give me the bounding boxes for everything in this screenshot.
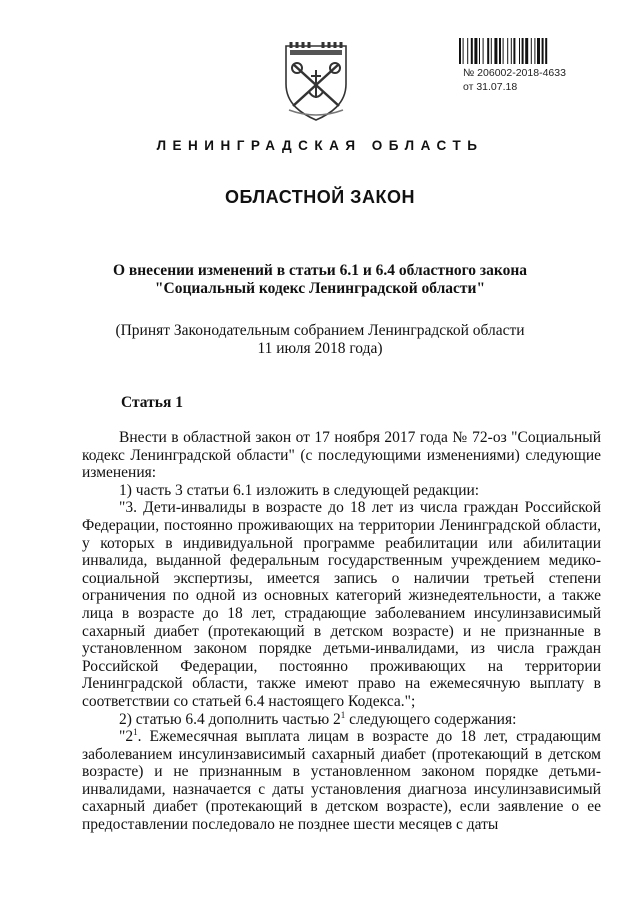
intro-paragraph: Внести в областной закон от 17 ноября 2017 года № 72-оз "Социальный кодекс Ленинградской области" (с последующими изменениями) следующие изменения: [82, 429, 601, 482]
item-1-paragraph: 1) часть 3 статьи 6.1 изложить в следующей редакции: [119, 481, 480, 499]
quote-2-superscript: 1 [133, 726, 138, 737]
law-title [0, 262, 640, 298]
region-heading: ЛЕНИНГРАДСКАЯ ОБЛАСТЬ [156, 138, 484, 153]
document-type: ОБЛАСТНОЙ ЗАКОН [225, 187, 415, 207]
quote-2-paragraph [82, 728, 601, 834]
adoption-note-line-2: 11 июля 2018 года) [257, 340, 383, 357]
item-2-paragraph [82, 711, 601, 729]
item-2-text: 2) статью 6.4 дополнить частью 2 [119, 710, 341, 728]
registration-date: от 31.07.18 [463, 81, 518, 93]
article-body [82, 429, 601, 834]
article-heading: Статья 1 [121, 394, 183, 411]
quote-2-text: "2 [119, 728, 134, 746]
law-title-line-1: О внесении изменений в статьи 6.1 и 6.4 областного закона [112, 262, 528, 279]
quote-1-paragraph: "3. Дети-инвалиды в возрасте до 18 лет из числа граждан Российской Федерации, постоянно проживающих на территории Ленинградской области, у которых в индивидуальной программе реабилитации или абилитации инвалида, выданной федеральным государственным учреждением медико-социальной экспертизы, имеется запись о наличии третьей степени ограничения по одной из основных категорий жизнедеятельности, а также лица в возрасте до 18 лет, страдающие заболеванием инсулинзависимый сахарный диабет (протекающий в детском возрасте) и не признанные в установленном законом порядке детьми-инвалидами, из числа граждан Российской Федерации, постоянно проживающих на территории Ленинградской области, также имеют право на ежемесячную выплату в соответствии со статьей 6.4 настоящего Кодекса."; [82, 499, 601, 710]
law-title-line-2: "Социальный кодекс Ленинградской области" [154, 280, 486, 297]
adoption-note-line-1: (Принят Законодательным собранием Ленинградской области [115, 322, 525, 339]
coat-of-arms-icon [283, 40, 349, 122]
registration-number: № 206002-2018-4633 [463, 67, 566, 79]
barcode-icon [459, 38, 595, 64]
quote-2-text-end: . Ежемесячная выплата лицам в возрасте до 18 лет, страдающим заболеванием инсулинзависимый сахарный диабет (протекающий в детском возрасте) и не признанным в установленном законом порядке детьми-инвалидами, назначается с даты установления диагноза инсулинзависимый сахарный диабет (протекающий в детском возрасте), если заявление о ее предоставлении последовало не позднее шести месяцев с даты [82, 728, 601, 834]
item-2-text-end: следующего содержания: [345, 710, 517, 728]
item-2-superscript: 1 [340, 709, 346, 720]
adoption-note [0, 322, 640, 358]
